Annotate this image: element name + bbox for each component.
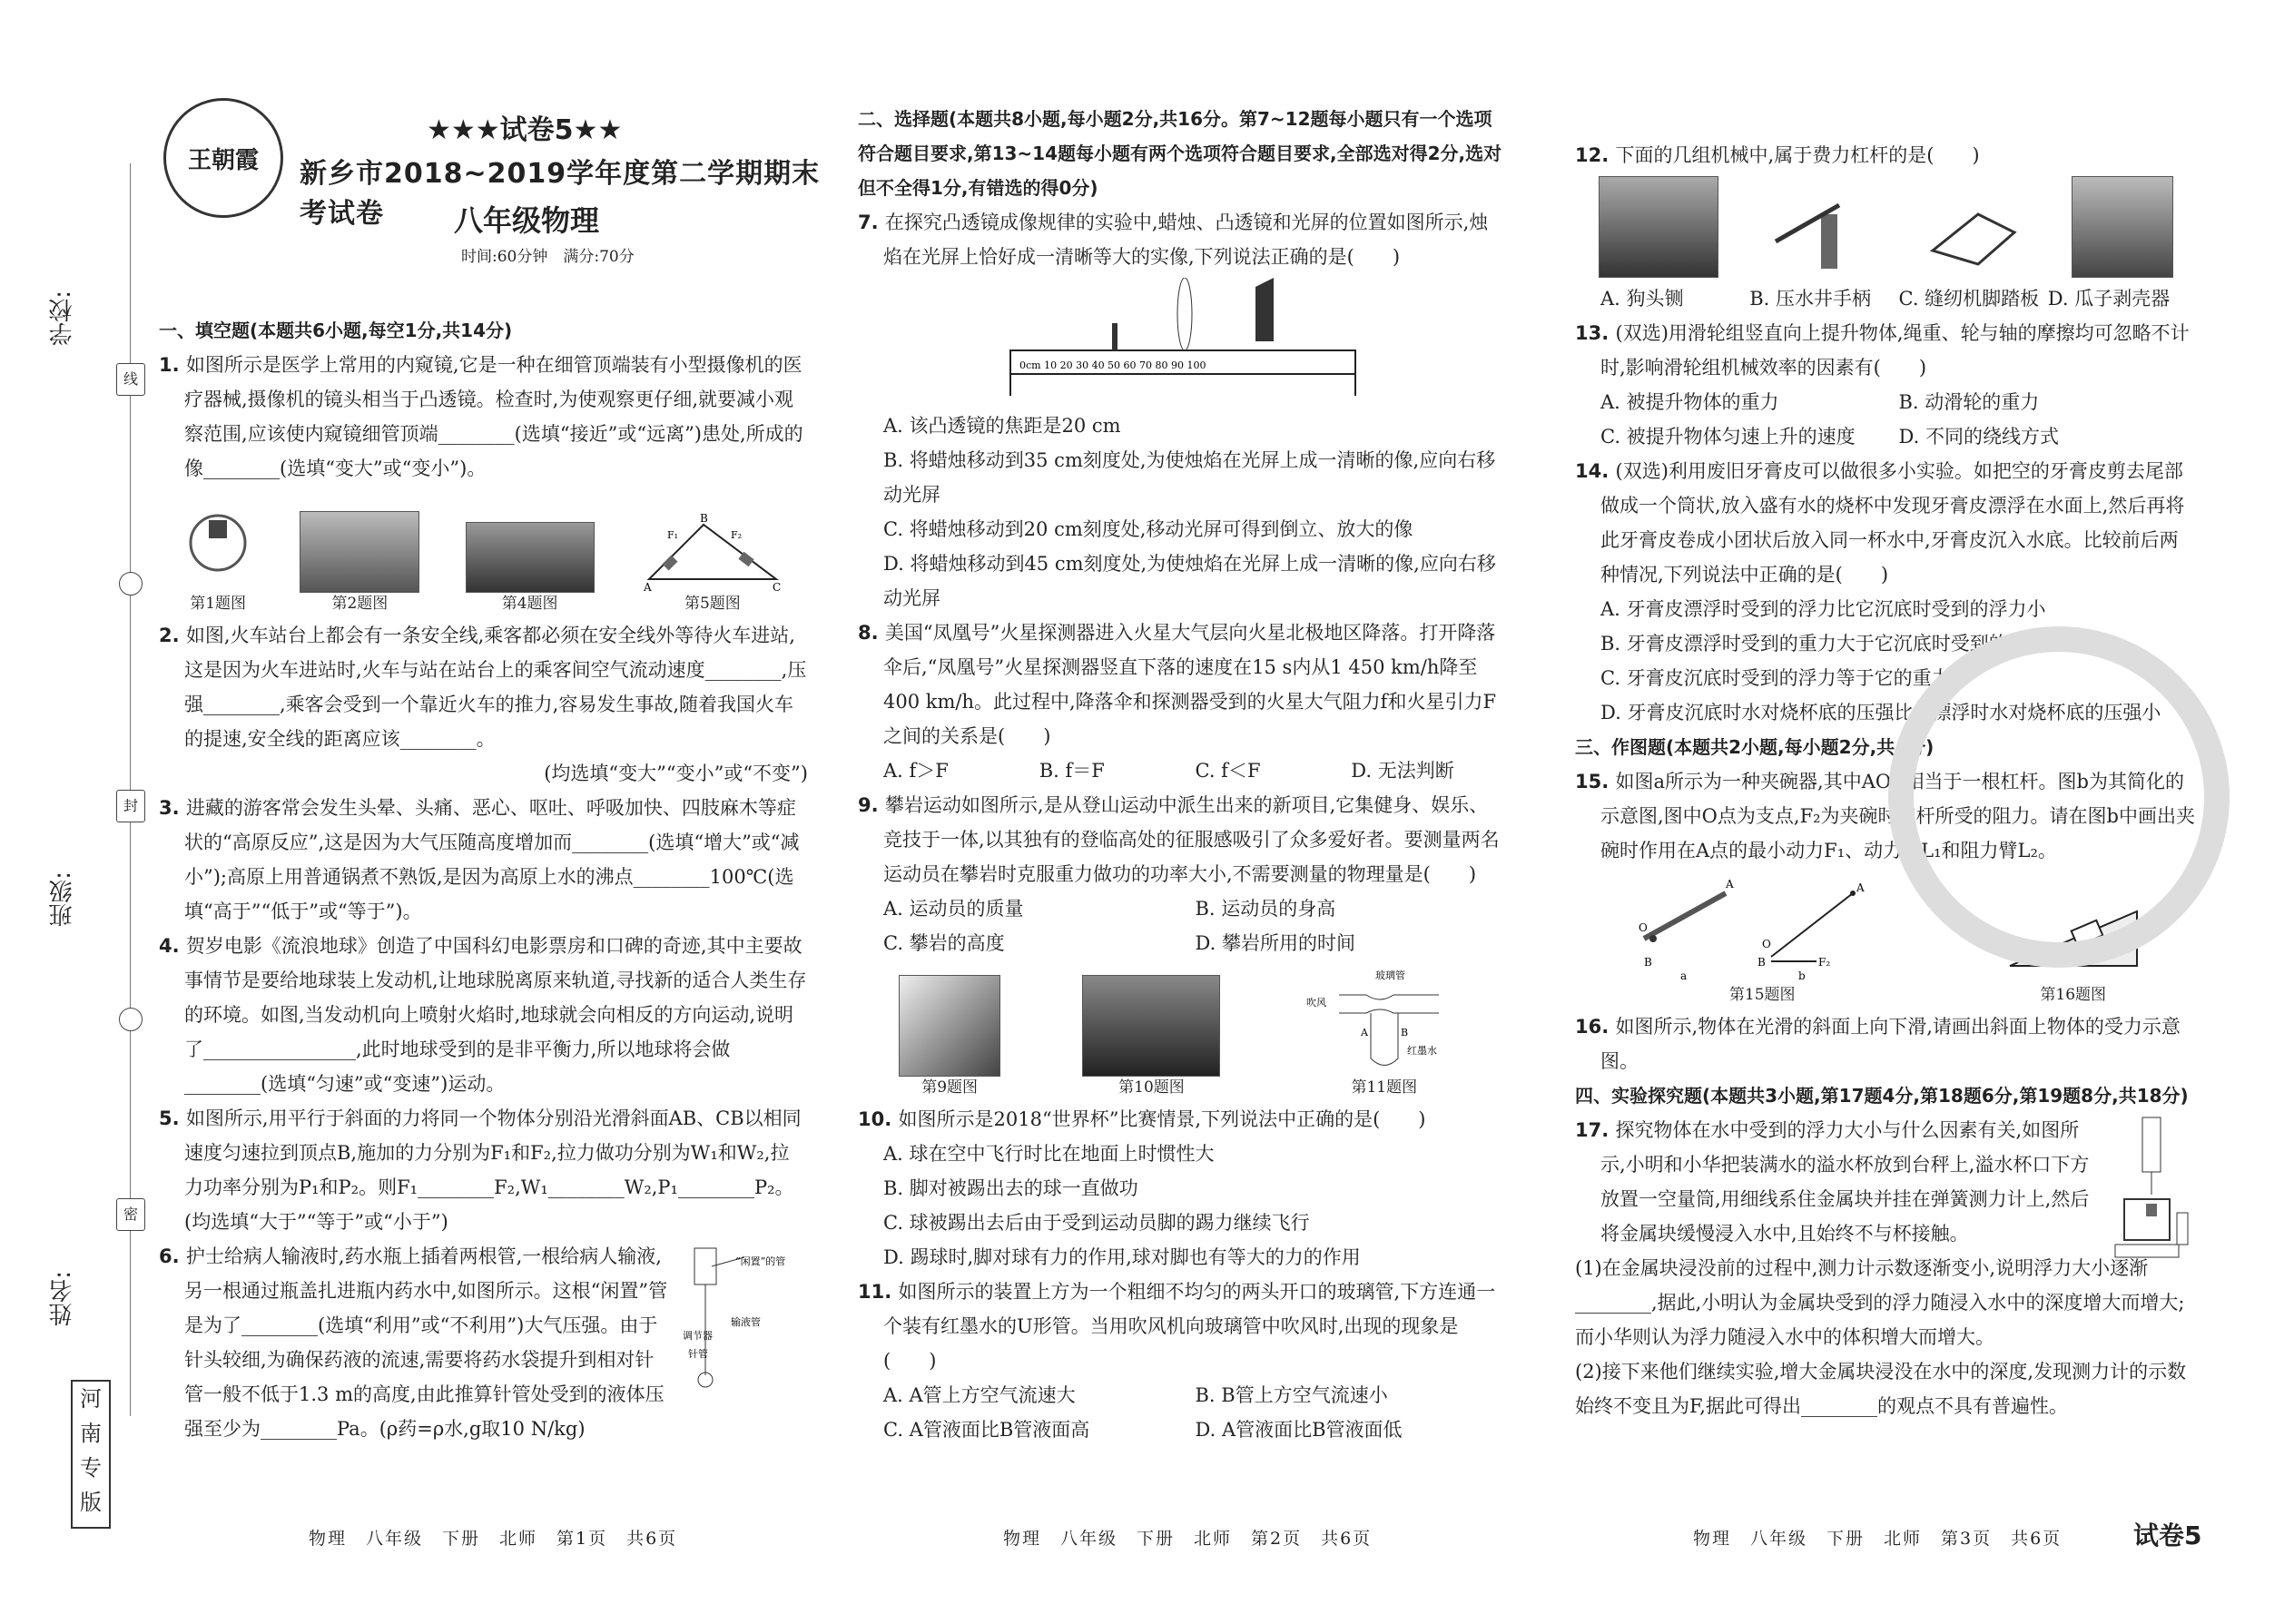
question-text: 如图所示,物体在光滑的斜面上向下滑,请画出斜面上物体的受力示意图。 [1600,1016,2181,1072]
overflow-cup-diagram [2106,1113,2197,1267]
q10-option-d: D. 踢球时,脚对球有力的作用,球对脚也有等大的力的作用 [883,1246,1361,1268]
q12-option-c: C. 缝纫机脚踏板 [1898,288,2040,310]
fig-label: “闲置”的管 [735,1255,786,1267]
question-16: 16. 如图所示,物体在光滑的斜面上向下滑,请画出斜面上物体的受力示意图。 [1575,1016,2181,1072]
svg-text:O: O [1639,921,1649,934]
q12-options [1575,281,2197,316]
svg-text:F₁: F₁ [666,529,678,541]
q11-option-b: B. B管上方空气流速小 [1195,1384,1388,1406]
question-14: 14. (双选)利用废旧牙膏皮可以做很多小实验。如把空的牙膏皮剪去尾部做成一个筒状,放入盛有水的烧杯中发现牙膏皮漂浮在水面上,然后再将此牙膏皮卷成小团状后放入同一杯水中,牙膏皮沉入水底。比较前后两种情况,下列说法中正确的是( ) [1575,460,2185,586]
exam-meta: 时间:60分钟 满分:70分 [461,248,635,266]
question-11: 11. 如图所示的装置上方为一个粗细不均匀的两头开口的玻璃管,下方连通一个装有红墨水的U形管。当用吹风机向玻璃管中吹风时,出现的现象是( ) [858,1281,1496,1372]
q13-options-row1 [1575,385,2197,419]
question-text: 美国“凤凰号”火星探测器进入火星大气层向火星北极地区降落。打开降落伞后,“凤凰号”火星探测器竖直下落的速度在15 s内从1 450 km/h降至400 km/h。此过程中,降落伞和探测器受到的火星大气阻力f和火星引力F之间的关系是( ) [883,622,1497,747]
mark-feng: 封 [116,790,145,822]
question-9: 9. 攀岩运动如图所示,是从登山运动中派生出来的新项目,它集健身、娱乐、竞技于一体,以其独有的登临高处的征服感吸引了众多爱好者。要测量两名运动员在攀岩时克服重力做功的功率大小,不需要测量的物理量是( ) [858,794,1500,885]
q8-option-a: A. f＞F [883,760,949,782]
q11-option-d: D. A管液面比B管液面低 [1195,1419,1403,1441]
water-pump-image [1767,178,1876,278]
column-2 [858,102,1507,1447]
question-text: (双选)利用废旧牙膏皮可以做很多小实验。如把空的牙膏皮剪去尾部做成一个筒状,放入盛有水的烧杯中发现牙膏皮漂浮在水面上,然后再将此牙膏皮卷成小团状后放入同一杯水中,牙膏皮沉入水底。比较前后两种情况,下列说法中正确的是( ) [1600,460,2185,586]
svg-text:a: a [1680,969,1688,982]
svg-text:B: B [1400,1027,1408,1038]
svg-text:O: O [1762,938,1772,950]
school-label: 学校: [49,290,76,346]
svg-text:b: b [1798,969,1806,982]
q8-option-b: B. f＝F [1039,760,1105,782]
question-2-note: (均选填“变大”“变小”或“不变”) [544,763,808,784]
question-6: 6. 护士给病人输液时,药水瓶上插着两根管,一根给病人输液,另一根通过瓶盖扎进瓶内药水中,如图所示。这根“闲置”管是为了________(选填“利用”或“不利用”)大气压强。由于针头较细,为确保药液的流速,需要将药水袋提升到相对针管一般不低于1.3 m的高度,由此推算针管处受到的液体压强至少为________Pa。(ρ药=ρ水,g取10 N/kg) [159,1245,668,1440]
exam-title: 新乡市2018~2019学年度第二学期期末考试卷 [300,158,821,230]
question-text: 进藏的游客常会发生头晕、头痛、恶心、呕吐、呼吸加快、四肢麻木等症状的“高原反应”,这是因为大气压随高度增加而________(选填“增大”或“减小”);高原上用普通锅煮不熟饭,是因为高原上水的沸点________100℃(选填“高于”“低于”或“等于”)。 [184,797,800,922]
q13-options-row2 [1575,419,2197,454]
section-experiment: 四、实验探究题(本题共3小题,第17题4分,第18题6分,第19题8分,共18分) [1575,1085,2189,1107]
q10-option-c: C. 球被踢出去后由于受到运动员脚的踢力继续飞行 [883,1212,1310,1234]
iv-drip-diagram [681,1239,808,1393]
q11-option-a: A. A管上方空气流速大 [883,1384,1076,1406]
q13-option-c: C. 被提升物体匀速上升的速度 [1600,426,1856,448]
fig-label: 玻璃管 [1374,969,1405,981]
footer-page-1: 物理 八年级 下册 北师 第1页 共6页 [309,1529,678,1549]
question-text: 探究物体在水中受到的浮力大小与什么因素有关,如图所示,小明和小华把装满水的溢水杯放到台秤上,溢水杯口下方放置一空量筒,用细线系住金属块并挂在弹簧测力计上,然后将金属块缓慢浸入水中,且始终不与杯接触。 [1600,1119,2090,1245]
question-8: 8. 美国“凤凰号”火星探测器进入火星大气层向火星北极地区降落。打开降落伞后,“凤凰号”火星探测器竖直下落的速度在15 s内从1 450 km/h降至400 km/h。此过程中,降落伞和探测器受到的火星大气阻力f和火星引力F之间的关系是( ) [858,622,1497,747]
fig-label: 针管 [688,1348,708,1360]
question-4: 4. 贺岁电影《流浪地球》创造了中国科幻电影票房和口碑的奇迹,其中主要故事情节是要给地球装上发动机,让地球脱离原来轨道,寻找新的适合人类生存的环境。如图,当发动机向上喷射火焰时,地球就会向相反的方向运动,说明了________________,此时地球受到的是非平衡力,所以地球将会做________(选填“匀速”或“变速”)运动。 [159,935,807,1095]
q12-images [1575,176,2197,278]
svg-text:F₂: F₂ [1818,956,1831,969]
q14-option-d: D. 牙膏皮沉底时水对烧杯底的压强比它漂浮时水对烧杯底的压强小 [1600,702,2161,723]
henan-edition-badge: 河南专版 [71,1380,111,1529]
column-1 [159,313,808,1446]
binding-sidebar [36,54,154,1580]
q9-options-row2 [858,926,1507,960]
q13-option-d: D. 不同的绕线方式 [1898,426,2059,448]
figure-2 [300,511,419,615]
svg-text:B: B [1757,956,1767,969]
figure-10 [1082,975,1220,1098]
q9-option-b: B. 运动员的身高 [1195,898,1336,920]
seed-cracker-image [2072,176,2173,278]
figure-4 [466,522,595,615]
question-text: 如图所示,用平行于斜面的力将同一个物体分别沿光滑斜面AB、CB以相同速度匀速拉到顶点B,施加的力分别为F₁和F₂,拉力做功分别为W₁和W₂,拉力功率分别为P₁和P₂。则F₁________F₂,W₁________W₂,P₁________P₂。(均选填“大于”“等于”或“小于”) [184,1107,802,1233]
question-text: 攀岩运动如图所示,是从登山运动中派生出来的新项目,它集健身、娱乐、竞技于一体,以其独有的登临高处的征服感吸引了众多爱好者。要测量两名运动员在攀岩时克服重力做功的功率大小,不需要测量的物理量是( ) [883,794,1500,885]
dog-head-guillotine-image [1599,176,1718,278]
q13-option-a: A. 被提升物体的重力 [1600,391,1779,413]
figure-15 [1626,875,1898,1006]
question-text: 下面的几组机械中,属于费力杠杆的是( ) [1615,144,1980,166]
rock-climbing-image [899,975,1000,1077]
question-text: 如图所示的装置上方为一个粗细不均匀的两头开口的玻璃管,下方连通一个装有红墨水的U形管。当用吹风机向玻璃管中吹风时,出现的现象是( ) [883,1281,1496,1372]
question-10: 10. 如图所示是2018“世界杯”比赛情景,下列说法中正确的是( ) [858,1108,1426,1130]
question-13: 13. (双选)用滑轮组竖直向上提升物体,绳重、轮与轴的摩擦均可忽略不计时,影响滑轮组机械效率的因素有( ) [1575,322,2190,379]
svg-text:F₂: F₂ [730,529,742,541]
incline-diagram [640,511,785,593]
question-12: 12. 下面的几组机械中,属于费力杠杆的是( ) [1575,144,1980,166]
svg-text:B: B [1644,956,1653,969]
question-text: 贺岁电影《流浪地球》创造了中国科幻电影票房和口碑的奇迹,其中主要故事情节是要给地球装上发动机,让地球脱离原来轨道,寻找新的适合人类生存的环境。如图,当发动机向上喷射火焰时,地球就会向相反的方向运动,说明了________________,此时地球受到的是非平衡力,所以地球将会做________(选填“匀速”或“变速”)运动。 [184,935,807,1095]
figure-9 [899,975,1000,1098]
question-text: 护士给病人输液时,药水瓶上插着两根管,一根给病人输液,另一根通过瓶盖扎进瓶内药水中,如图所示。这根“闲置”管是为了________(选填“利用”或“不利用”)大气压强。由于针头较细,为确保药液的流速,需要将药水袋提升到相对针管一般不低于1.3 m的高度,由此推算针管处受到的液体压强至少为________Pa。(ρ药=ρ水,g取10 N/kg) [184,1245,668,1440]
publisher-logo: 王朝霞 [163,98,283,218]
svg-text:A: A [643,581,652,593]
figure-1 [182,493,254,615]
question-text: (双选)用滑轮组竖直向上提升物体,绳重、轮与轴的摩擦均可忽略不计时,影响滑轮组机械效率的因素有( ) [1600,322,2190,379]
figure-caption: 第16题图 [2040,986,2107,1004]
q14-option-c: C. 牙膏皮沉底时受到的浮力等于它的重力 [1600,667,1951,689]
paper-number-mark: 试卷5 [2133,1521,2202,1550]
q8-option-d: D. 无法判断 [1351,760,1454,782]
earth-engine-image [466,522,595,593]
exam-subject: 八年级物理 [454,203,600,238]
q12-option-d: D. 瓜子剥壳器 [2047,288,2171,310]
question-5: 5. 如图所示,用平行于斜面的力将同一个物体分别沿光滑斜面AB、CB以相同速度匀速拉到顶点B,施加的力分别为F₁和F₂,拉力做功分别为W₁和W₂,拉力功率分别为P₁和P₂。则F₁________F₂,W₁________W₂,P₁________P₂。(均选填“大于”“等于”或“小于”) [159,1107,802,1233]
exam-header [154,91,826,309]
question-7: 7. 在探究凸透镜成像规律的实验中,蜡烛、凸透镜和光屏的位置如图所示,烛焰在光屏上恰好成一清晰等大的实像,下列说法正确的是( ) [858,212,1489,268]
exam-badge: ★★★试卷5★★ [427,114,623,146]
train-image [300,511,419,593]
q7-option-c: C. 将蜡烛移动到20 cm刻度处,移动光屏可得到倒立、放大的像 [883,518,1413,540]
optical-bench-diagram [992,278,1373,405]
svg-text:A: A [1360,1027,1368,1038]
mark-xian: 线 [116,363,145,396]
question-text: 如图所示是2018“世界杯”比赛情景,下列说法中正确的是( ) [898,1108,1426,1130]
q10-option-b: B. 脚对被踢出去的球一直做功 [883,1177,1138,1199]
fig-label: 吹风 [1305,997,1326,1009]
q9-options-row1 [858,891,1507,926]
fig-label: 输液管 [731,1316,761,1328]
section-choice: 二、选择题(本题共8小题,每小题2分,共16分。第7~12题每小题只有一个选项符合题目要求,第13~14题每小题有两个选项符合题目要求,全部选对得2分,选对但不全得1分,有错选的得0分) [858,108,1502,199]
u-tube-diagram [1303,968,1466,1077]
footer-page-2: 物理 八年级 下册 北师 第2页 共6页 [1003,1529,1373,1549]
section-drawing: 三、作图题(本题共2小题,每小题2分,共4分) [1575,736,1935,758]
question-1: 1. 如图所示是医学上常用的内窥镜,它是一种在细管顶端装有小型摄像机的医疗器械,摄像机的镜头相当于凸透镜。检查时,为使观察更仔细,就要减小观察范围,应该使内窥镜细管顶端________(选填“接近”或“远离”)患处,所成的像________(选填“变大”或“变小”)。 [159,354,803,479]
q11-option-c: C. A管液面比B管液面高 [883,1419,1090,1441]
fig-label: 红墨水 [1406,1045,1437,1057]
q12-option-b: B. 压水井手柄 [1749,288,1872,310]
bowl-clamp-diagram [1626,875,1898,984]
question-6-block [159,1239,808,1446]
q7-option-a: A. 该凸透镜的焦距是20 cm [883,415,1121,437]
q12-option-a: A. 狗头铡 [1600,288,1684,310]
figure-caption: 第10题图 [1118,1078,1185,1097]
q7-option-b: B. 将蜡烛移动到35 cm刻度处,为使烛焰在光屏上成一清晰的像,应向右移动光屏 [883,449,1496,506]
figure-caption: 第9题图 [921,1078,979,1097]
svg-text:C: C [772,581,782,593]
figures-row-1 [159,493,808,615]
class-label: 班级: [49,871,76,927]
q11-options-row1 [858,1378,1507,1412]
figure-caption: 第5题图 [684,595,741,613]
soccer-image [1082,975,1220,1077]
mark-mi: 密 [116,1198,145,1231]
ruler-scale: 0cm 10 20 30 40 50 60 70 80 90 100 [1019,359,1206,371]
question-17-block [1575,1113,2197,1251]
question-text: 在探究凸透镜成像规律的实验中,蜡烛、凸透镜和光屏的位置如图所示,烛焰在光屏上恰好成一清晰等大的实像,下列说法正确的是( ) [883,212,1489,268]
question-text: 如图a所示为一种夹碗器,其中AOB相当于一根杠杆。图b为其简化的示意图,图中O点为支点,F₂为夹碗时杠杆所受的阻力。请在图b中画出夹碗时作用在A点的最小动力F₁、动力臂L₁和阻力臂L₂。 [1600,771,2195,861]
q9-option-c: C. 攀岩的高度 [883,932,1005,954]
section-fill-in: 一、填空题(本题共6小题,每空1分,共14分) [159,320,513,341]
footer-page-3: 物理 八年级 下册 北师 第3页 共6页 [1693,1529,2063,1549]
endoscope-image [182,493,254,593]
figure-5 [640,511,785,615]
figures-row-2 [858,968,1507,1098]
question-15: 15. 如图a所示为一种夹碗器,其中AOB相当于一根杠杆。图b为其简化的示意图,图中O点为支点,F₂为夹碗时杠杆所受的阻力。请在图b中画出夹碗时作用在A点的最小动力F₁、动力臂L₁和阻力臂L₂。 [1575,771,2195,861]
q8-option-c: C. f＜F [1195,760,1261,782]
figure-7 [858,278,1507,405]
q10-option-a: A. 球在空中飞行时比在地面上时惯性大 [883,1143,1215,1165]
figure-11 [1303,968,1466,1098]
question-text: 如图,火车站台上都会有一条安全线,乘客都必须在安全线外等待火车进站,这是因为火车进站时,火车与站在站台上的乘客间空气流动速度________,压强________,乘客会受到一个靠近火车的推力,容易发生事故,随着我国火车的提速,安全线的距离应该________。 [184,625,807,750]
question-2: 2. 如图,火车站台上都会有一条安全线,乘客都必须在安全线外等待火车进站,这是因为火车进站时,火车与站在站台上的乘客间空气流动速度________,压强________,乘客会受到一个靠近火车的推力,容易发生事故,随着我国火车的提速,安全线的距离应该________。 [159,625,807,750]
q14-option-a: A. 牙膏皮漂浮时受到的浮力比它沉底时受到的浮力小 [1600,598,2046,620]
watermark-seal [1888,626,2230,968]
question-text: 如图所示是医学上常用的内窥镜,它是一种在细管顶端装有小型摄像机的医疗器械,摄像机的镜头相当于凸透镜。检查时,为使观察更仔细,就要减小观察范围,应该使内窥镜细管顶端________(选填“接近”或“远离”)患处,所成的像________(选填“变大”或“变小”)。 [184,354,803,479]
fig-label: 调节器 [683,1330,713,1342]
q9-option-d: D. 攀岩所用的时间 [1195,932,1355,954]
q8-options [858,753,1507,788]
question-17-part-1: (1)在金属块浸没前的过程中,测力计示数逐渐变小,说明浮力大小逐渐________,据此,小明认为金属块受到的浮力随浸入水中的深度增大而增大;而小华则认为浮力随浸入水中的体积增大而增大。 [1575,1257,2185,1348]
q14-option-b: B. 牙膏皮漂浮时受到的重力大于它沉底时受到的重力 [1600,633,2046,655]
figure-caption: 第15题图 [1728,986,1796,1004]
q13-option-b: B. 动滑轮的重力 [1898,391,2040,413]
q9-option-a: A. 运动员的质量 [883,898,1024,920]
binding-hole [119,572,143,595]
question-3: 3. 进藏的游客常会发生头晕、头痛、恶心、呕吐、呼吸加快、四肢麻木等症状的“高原反应”,这是因为大气压随高度增加而________(选填“增大”或“减小”);高原上用普通锅煮不熟饭,是因为高原上水的沸点________100℃(选填“高于”“低于”或“等于”)。 [159,797,800,922]
svg-text:A: A [1856,881,1865,894]
sewing-pedal-image [1924,178,2023,278]
svg-text:B: B [699,512,708,525]
binding-hole [119,1008,143,1031]
name-label: 姓名: [49,1271,76,1326]
figure-caption: 第1题图 [190,595,247,613]
question-17: 17. 探究物体在水中受到的浮力大小与什么因素有关,如图所示,小明和小华把装满水的溢水杯放到台秤上,溢水杯口下方放置一空量筒,用细线系住金属块并挂在弹簧测力计上,然后将金属块缓慢浸入水中,且始终不与杯接触。 [1575,1119,2090,1245]
svg-text:A: A [1726,878,1734,891]
q11-options-row2 [858,1412,1507,1447]
figure-caption: 第11题图 [1351,1078,1418,1097]
figure-caption: 第4题图 [501,595,558,613]
q7-option-d: D. 将蜡烛移动到45 cm刻度处,为使烛焰在光屏上成一清晰的像,应向右移动光屏 [883,553,1496,609]
question-17-part-2: (2)接下来他们继续实验,增大金属块浸没在水中的深度,发现测力计的示数始终不变且为F,据此可得出________的观点不具有普遍性。 [1575,1361,2187,1417]
figure-caption: 第2题图 [331,595,389,613]
